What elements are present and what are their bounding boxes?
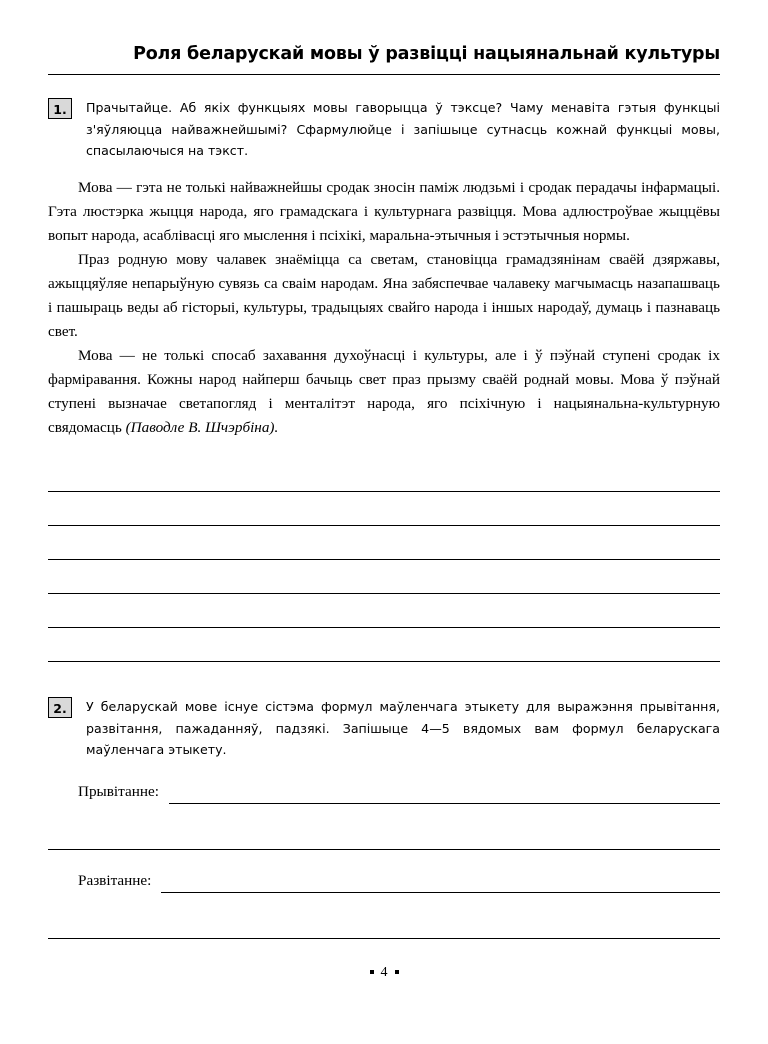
answer-line[interactable] [48,526,720,560]
field-extra-line-greeting[interactable] [48,816,720,850]
answer-line[interactable] [48,560,720,594]
page-footer [0,965,768,981]
document-page [0,44,768,1044]
exercise-2-number: 2. [48,697,72,718]
field-row-greeting [48,783,720,804]
exercise-1-task: Прачытайце. Аб якіх функцыях мовы гаворыцца ў тэксце? Чаму менавіта гэтыя функцыі з'яўляюцца найважнейшымі? Сфармулюйце і запішыце сутнасць кожнай функцыі мовы, спасылаючыся на тэкст. [86,100,720,159]
exercise-2 [48,696,720,761]
answer-line[interactable] [48,458,720,492]
title-divider [48,74,720,75]
exercise-2-task: У беларускай мове існуе сістэма формул маўленчага этыкету для выражэння прывітання, развітання, пажаданняў, падзякі. Запішыце 4—5 вядомых вам формул беларускага маўленчага этыкету. [86,699,720,758]
page-number: 4 [380,965,388,980]
field-label-farewell: Развітанне: [78,872,152,890]
reading-paragraph-3-text: Мова — не толькі спосаб захавання духоўнасці і культуры, але і ў пэўнай ступені сродак іх фарміравання. Кожны народ найперш бачыць свет праз прызму сваёй роднай мовы. Мова ў пэўнай ступені вызначае светапогляд і менталітэт народа, яго псіхічную і нацыянальна-культурную свядомасць [48,347,720,437]
answer-line[interactable] [48,628,720,662]
exercise-1 [48,97,720,162]
footer-dot-right-icon [395,970,399,974]
answer-line[interactable] [48,594,720,628]
reading-passage [48,176,720,440]
exercise-1-answer-lines[interactable] [48,458,720,662]
page-title: Роля беларускай мовы ў развіцці нацыянальнай культуры [133,44,720,64]
footer-dot-left-icon [370,970,374,974]
reading-paragraph-1: Мова — гэта не толькі найважнейшы сродак зносін паміж людзьмі і сродак перадачы інфармацыі. Гэта люстэрка жыцця народа, яго грамадскага і культурнага развіцця. Мова адлюстроўвае жыццёвы вопыт народа, асаблівасці яго мыслення і псіхікі, маральна-этычныя і эстэтычныя нормы. [48,178,720,244]
reading-paragraph-2: Праз родную мову чалавек знаёміцца са светам, становіцца грамадзянінам сваёй дзяржавы, ажыццяўляе непарыўную сувязь са сваім народам. Яна забяспечвае чалавеку магчымасць назапашваць і пашыраць веды аб гісторыі, культуры, традыцыях свайго народа і іншых народаў, думаць і пазнаваць свет. [48,251,720,341]
field-label-greeting: Прывітанне: [78,783,159,801]
field-input-farewell[interactable] [161,872,720,893]
answer-line[interactable] [48,492,720,526]
reading-source: (Паводле В. Шчэрбіна). [125,419,279,437]
field-input-greeting[interactable] [169,783,720,804]
page-header [48,44,720,75]
field-row-farewell [48,872,720,893]
field-extra-line-farewell[interactable] [48,905,720,939]
exercise-1-number: 1. [48,98,72,119]
reading-paragraph-3 [48,344,720,440]
